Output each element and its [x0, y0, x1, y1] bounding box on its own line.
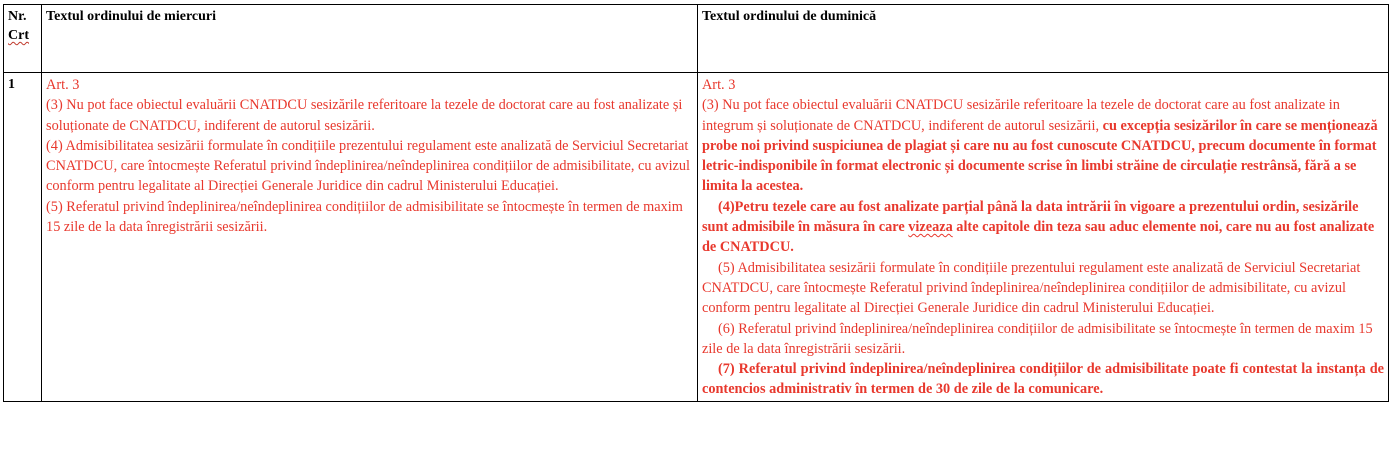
sun-paragraph-7: (7) Referatul privind îndeplinirea/neîndeplinirea condițiilor de admisibilitate poate fi contestat la instanța de contencios administrativ în termen de 30 de zile de la comunicare. — [701, 361, 1384, 398]
wed-paragraph-4: (4) Admisibilitatea sesizării formulate în condițiile prezentului regulament este analizată de Serviciul Secretariat CNATDCU, care întocmește Referatul privind îndeplinirea/neîndeplinirea condițiilor de admisibilitate, cu avizul conform pentru legalitate al Direcției Generale Juridice din cadrul Ministerului Educației. — [46, 137, 691, 195]
sun-p4-after: alte capitole din teza sau aduc elemente noi, care nu au fost analizate de CNATDCU. — [701, 219, 1375, 256]
sun-p3-added-text: cu excepția sesizărilor în care se menționează probe noi privind suspiciunea de plagiat și care nu au fost cunoscute CNATDCU, precum documente în format letric-indisponibile în format electronic și documente scrise în limbi străine de circulație restrânsă, fără a se limita la acestea. — [701, 117, 1378, 195]
wed-paragraph-3: (3) Nu pot face obiectul evaluării CNATDCU sesizările referitoare la tezele de doctorat care au fost analizate și soluționate de CNATDCU, indiferent de autorul sesizării. — [46, 97, 683, 134]
header-wednesday: Textul ordinului de miercuri — [42, 5, 698, 73]
sun-paragraph-5: (5) Admisibilitatea sesizării formulate în condițiile prezentului regulament este analizată de Serviciul Secretariat CNATDCU, care întocmește Referatul privind îndeplinirea/neîndeplinirea condițiilor de admisibilitate, cu avizul conform pentru legalitate al Direcției Generale Juridice din cadrul Ministerului Educației. — [701, 259, 1361, 317]
sunday-text-cell — [697, 73, 1388, 402]
header-row — [4, 5, 1389, 73]
header-crt-label: Crt — [8, 28, 29, 43]
wed-paragraph-5: (5) Referatul privind îndeplinirea/neîndeplinirea condițiilor de admisibilitate se întocmește în termen de maxim 15 zile de la data înregistrării sesizării. — [46, 198, 683, 236]
sun-article-title: Art. 3 — [701, 77, 736, 93]
header-nr-label: Nr. — [8, 9, 27, 24]
table-row — [4, 73, 1389, 402]
sun-p4-before: (4)Petru tezele care au fost analizate parțial până la data intrării în vigoare a prezentului ordin, sesizările sunt admisibile în măsura în care — [701, 198, 1359, 236]
wednesday-text-cell — [42, 73, 698, 402]
row-number: 1 — [4, 73, 42, 402]
header-nr-crt — [4, 5, 42, 73]
sun-paragraph-6: (6) Referatul privind îndeplinirea/neîndeplinirea condițiilor de admisibilitate se întocmește în termen de maxim 15 zile de la data înregistrării sesizării. — [701, 320, 1373, 357]
comparison-table — [3, 4, 1389, 402]
sun-paragraph-4 — [702, 197, 1384, 258]
sun-p4-flagged-word: vizeaza — [908, 219, 953, 236]
sun-paragraph-3 — [702, 95, 1384, 196]
sun-p3-text: (3) Nu pot face obiectul evaluării CNATDCU sesizările referitoare la tezele de doctorat care au fost analizate in integrum și soluționate de CNATDCU, indiferent de autorul sesizării, — [701, 97, 1340, 134]
wed-article-title: Art. 3 — [46, 77, 80, 93]
header-sunday: Textul ordinului de duminică — [697, 5, 1388, 73]
